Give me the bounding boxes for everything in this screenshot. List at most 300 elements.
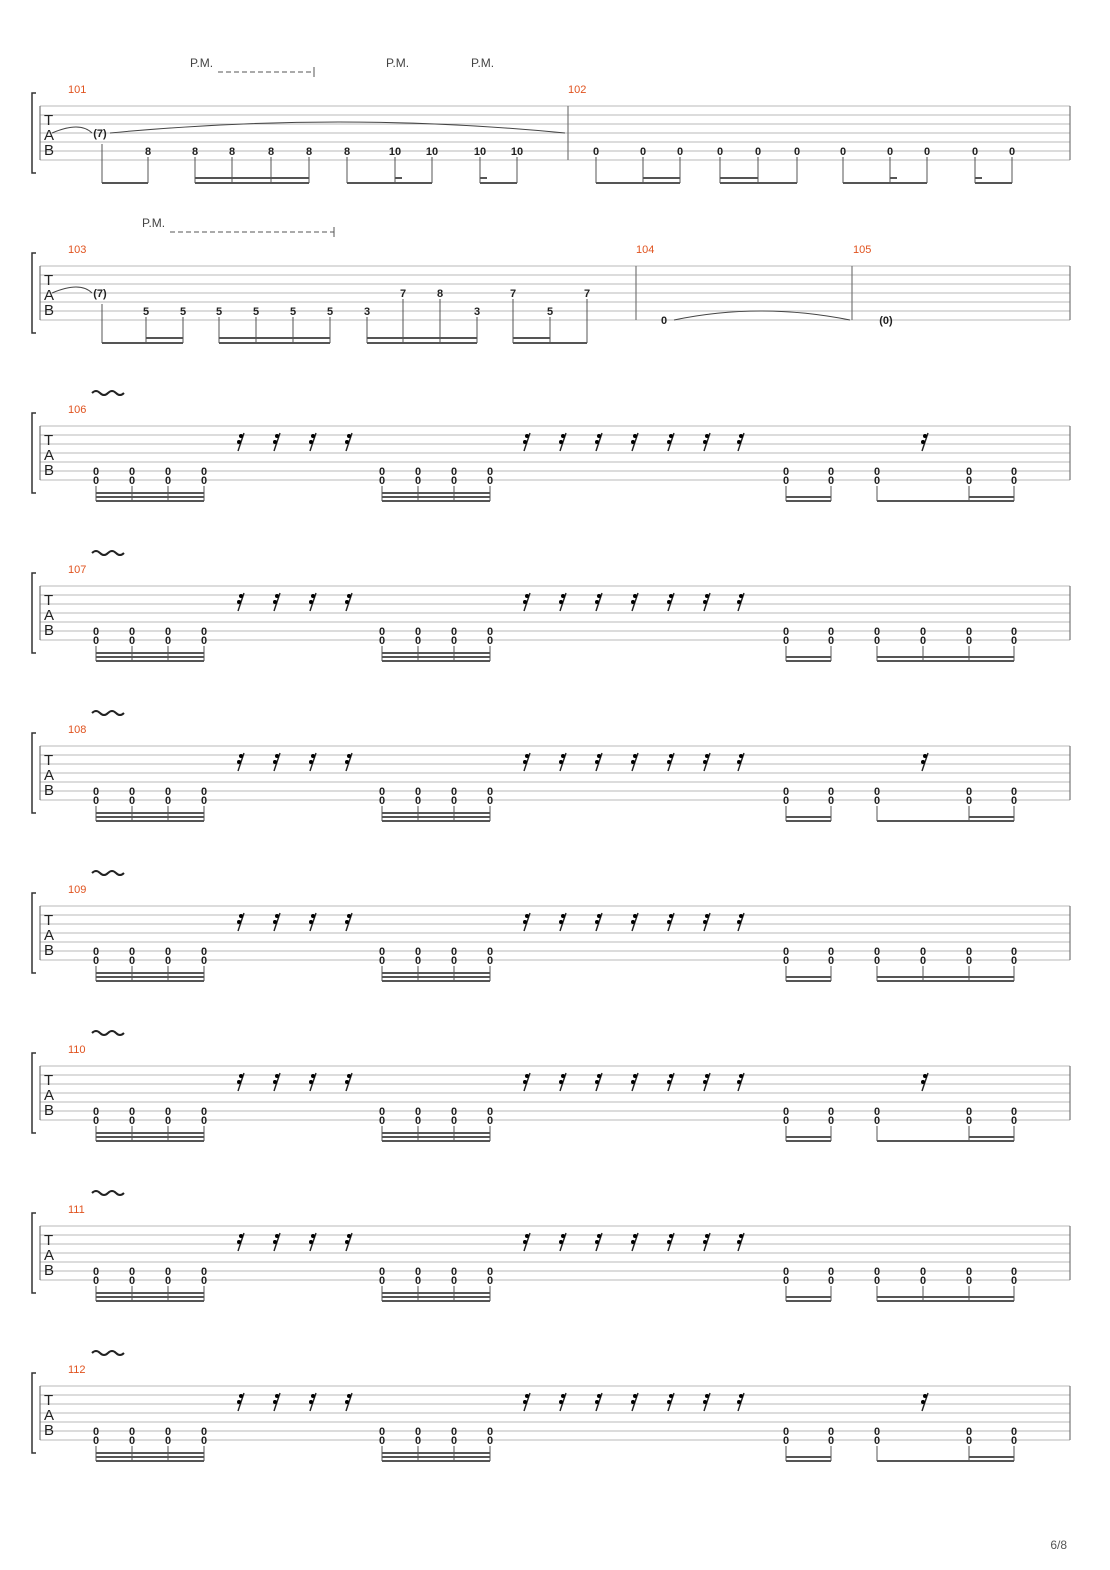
fret-number: 0: [486, 1275, 494, 1287]
fret-number: 0: [782, 1266, 790, 1278]
fret-number: 0: [450, 626, 458, 638]
rest-flag: [347, 1074, 351, 1078]
fret-number: 0: [378, 626, 386, 638]
rest-flag: [237, 1240, 241, 1244]
tab-letter-a: A: [44, 127, 55, 144]
fret-number: 0: [450, 1435, 458, 1447]
rest-flag: [525, 1234, 529, 1238]
fret-number: 0: [92, 946, 100, 958]
fret-number: 0: [486, 786, 494, 798]
fret-number: 0: [128, 955, 136, 967]
rest-flag: [273, 600, 277, 604]
rest-flag: [737, 1080, 741, 1084]
fret-number: 0: [1010, 1275, 1018, 1287]
fret-number: 0: [919, 626, 927, 638]
fret-number: 0: [164, 1266, 172, 1278]
rest-flag: [705, 1074, 709, 1078]
fret-number: 0: [414, 1426, 422, 1438]
fret-number: 0: [965, 1266, 973, 1278]
rest-flag: [595, 600, 599, 604]
fret-number: 0: [965, 1106, 973, 1118]
rest-flag: [631, 440, 635, 444]
fret-number: 0: [1010, 1266, 1018, 1278]
fret-number: 0: [92, 1426, 100, 1438]
rest-flag: [523, 440, 527, 444]
rest-flag: [631, 920, 635, 924]
system-bracket: [32, 733, 36, 813]
fret-number: 0: [414, 1106, 422, 1118]
rest-flag: [739, 1394, 743, 1398]
rest-flag: [239, 1234, 243, 1238]
fret-number: 5: [179, 306, 187, 318]
rest-flag: [559, 600, 563, 604]
fret-number: 0: [919, 1275, 927, 1287]
tab-letter-b: B: [44, 942, 55, 959]
rest-flag: [347, 1394, 351, 1398]
fret-number: 0: [486, 1435, 494, 1447]
fret-number: 0: [200, 795, 208, 807]
fret-number: 0: [965, 466, 973, 478]
fret-number: 0: [919, 1266, 927, 1278]
rest-flag: [921, 1080, 925, 1084]
vibrato-icon: [92, 551, 124, 555]
rest-flag: [309, 1080, 313, 1084]
rest-flag: [739, 754, 743, 758]
rest-flag: [923, 754, 927, 758]
vibrato-icon: [92, 391, 124, 395]
rest-flag: [631, 1400, 635, 1404]
palm-mute-label: P.M.: [142, 216, 166, 230]
tie-arc: [52, 287, 92, 293]
fret-number: 0: [414, 1435, 422, 1447]
fret-number: 0: [873, 626, 881, 638]
fret-number: 0: [200, 946, 208, 958]
rest-flag: [631, 1080, 635, 1084]
rest-flag: [239, 754, 243, 758]
rest-flag: [523, 760, 527, 764]
rest-flag: [667, 920, 671, 924]
rest-flag: [669, 594, 673, 598]
fret-number: 0: [873, 1435, 881, 1447]
fret-number: 0: [827, 635, 835, 647]
fret-number: 0: [128, 466, 136, 478]
rest-flag: [309, 440, 313, 444]
fret-number: 0: [200, 1106, 208, 1118]
fret-number: 0: [1010, 626, 1018, 638]
rest-flag: [667, 600, 671, 604]
fret-number: 0: [486, 946, 494, 958]
rest-flag: [239, 1394, 243, 1398]
fret-number: 0: [200, 955, 208, 967]
rest-flag: [275, 1234, 279, 1238]
tab-letter-a: A: [44, 287, 55, 304]
tab-letter-a: A: [44, 1087, 55, 1104]
tab-letter-t: T: [44, 1072, 54, 1089]
rest-flag: [347, 1234, 351, 1238]
fret-number: 0: [378, 795, 386, 807]
fret-number: (7): [93, 288, 107, 300]
rest-flag: [633, 754, 637, 758]
fret-number: 0: [128, 1426, 136, 1438]
rest-flag: [239, 594, 243, 598]
fret-number: 0: [128, 626, 136, 638]
rest-flag: [667, 760, 671, 764]
rest-flag: [275, 434, 279, 438]
rest-flag: [669, 1234, 673, 1238]
fret-number: 0: [1010, 466, 1018, 478]
fret-number: 0: [128, 1115, 136, 1127]
rest-flag: [739, 1234, 743, 1238]
vibrato-icon: [92, 1351, 124, 1355]
fret-number: 0: [164, 955, 172, 967]
measure-number: 103: [68, 244, 87, 256]
tab-letter-b: B: [44, 622, 55, 639]
fret-number: 0: [92, 1435, 100, 1447]
fret-number: 5: [289, 306, 297, 318]
rest-flag: [559, 1240, 563, 1244]
tab-letter-t: T: [44, 1232, 54, 1249]
fret-number: 0: [965, 1426, 973, 1438]
fret-number: 0: [414, 1266, 422, 1278]
rest-flag: [737, 440, 741, 444]
fret-number: 0: [754, 146, 762, 158]
rest-flag: [595, 1080, 599, 1084]
palm-mute-label: P.M.: [471, 56, 495, 70]
rest-flag: [345, 440, 349, 444]
vibrato-icon: [92, 871, 124, 875]
system-bracket: [32, 93, 36, 173]
fret-number: 0: [965, 955, 973, 967]
fret-number: 0: [782, 795, 790, 807]
fret-number: 0: [164, 786, 172, 798]
fret-number: 0: [164, 1106, 172, 1118]
fret-number: 0: [414, 795, 422, 807]
rest-flag: [705, 914, 709, 918]
rest-flag: [667, 1400, 671, 1404]
tab-letter-a: A: [44, 767, 55, 784]
rest-flag: [703, 600, 707, 604]
fret-number: 0: [164, 946, 172, 958]
rest-flag: [561, 914, 565, 918]
fret-number: 0: [1010, 955, 1018, 967]
rest-flag: [739, 594, 743, 598]
fret-number: 8: [228, 146, 236, 158]
rest-flag: [347, 914, 351, 918]
fret-number: 0: [164, 635, 172, 647]
rest-flag: [737, 1240, 741, 1244]
fret-number: 0: [414, 1115, 422, 1127]
rest-flag: [237, 760, 241, 764]
rest-flag: [705, 434, 709, 438]
rest-flag: [239, 434, 243, 438]
tab-letter-t: T: [44, 112, 54, 129]
rest-flag: [597, 914, 601, 918]
fret-number: 5: [142, 306, 150, 318]
fret-number: 7: [399, 288, 407, 300]
tab-letter-t: T: [44, 592, 54, 609]
system-bracket: [32, 573, 36, 653]
fret-number: 5: [326, 306, 334, 318]
fret-number: 0: [164, 1275, 172, 1287]
fret-number: 0: [827, 1275, 835, 1287]
tie-arc: [674, 311, 850, 320]
tab-letter-b: B: [44, 462, 55, 479]
fret-number: 0: [782, 475, 790, 487]
fret-number: 5: [546, 306, 554, 318]
rest-flag: [309, 600, 313, 604]
rest-flag: [737, 600, 741, 604]
fret-number: 0: [486, 466, 494, 478]
tab-letter-a: A: [44, 607, 55, 624]
fret-number: 0: [839, 146, 847, 158]
rest-flag: [273, 1400, 277, 1404]
rest-flag: [737, 760, 741, 764]
fret-number: 0: [450, 1275, 458, 1287]
fret-number: 0: [971, 146, 979, 158]
rest-flag: [561, 754, 565, 758]
fret-number: 0: [827, 786, 835, 798]
rest-flag: [597, 754, 601, 758]
fret-number: 8: [144, 146, 152, 158]
fret-number: 0: [873, 955, 881, 967]
measure-number: 110: [68, 1044, 86, 1056]
fret-number: (7): [93, 128, 107, 140]
fret-number: 0: [128, 475, 136, 487]
fret-number: 0: [414, 1275, 422, 1287]
rest-flag: [237, 1400, 241, 1404]
vibrato-icon: [92, 1191, 124, 1195]
fret-number: 0: [164, 1435, 172, 1447]
fret-number: 0: [92, 635, 100, 647]
rest-flag: [273, 1080, 277, 1084]
fret-number: 0: [92, 626, 100, 638]
rest-flag: [345, 1240, 349, 1244]
fret-number: 0: [827, 946, 835, 958]
measure-number: 105: [853, 244, 872, 256]
rest-flag: [595, 440, 599, 444]
fret-number: 0: [965, 786, 973, 798]
palm-mute-label: P.M.: [386, 56, 410, 70]
rest-flag: [311, 1234, 315, 1238]
fret-number: 0: [414, 466, 422, 478]
fret-number: 0: [965, 475, 973, 487]
fret-number: 0: [450, 946, 458, 958]
tab-letter-a: A: [44, 1407, 55, 1424]
fret-number: 0: [827, 1106, 835, 1118]
fret-number: 0: [873, 1115, 881, 1127]
fret-number: 0: [873, 1266, 881, 1278]
tab-letter-t: T: [44, 1392, 54, 1409]
fret-number: 0: [378, 786, 386, 798]
rest-flag: [311, 594, 315, 598]
rest-flag: [595, 760, 599, 764]
tab-letter-t: T: [44, 912, 54, 929]
tab-letter-t: T: [44, 272, 54, 289]
rest-flag: [275, 754, 279, 758]
fret-number: 0: [486, 475, 494, 487]
rest-flag: [309, 1240, 313, 1244]
rest-flag: [633, 594, 637, 598]
fret-number: 0: [414, 955, 422, 967]
fret-number: 0: [486, 626, 494, 638]
rest-flag: [595, 1400, 599, 1404]
fret-number: 0: [965, 795, 973, 807]
system-bracket: [32, 413, 36, 493]
fret-number: 0: [450, 955, 458, 967]
fret-number: 0: [639, 146, 647, 158]
fret-number: 0: [965, 1115, 973, 1127]
rest-flag: [525, 1394, 529, 1398]
rest-flag: [633, 1234, 637, 1238]
fret-number: 0: [873, 1426, 881, 1438]
tab-letter-b: B: [44, 782, 55, 799]
fret-number: 0: [414, 635, 422, 647]
tab-letter-b: B: [44, 302, 55, 319]
fret-number: 0: [92, 1115, 100, 1127]
rest-flag: [561, 1394, 565, 1398]
fret-number: 0: [1010, 475, 1018, 487]
fret-number: 0: [1010, 1106, 1018, 1118]
rest-flag: [597, 1074, 601, 1078]
fret-number: 0: [450, 1266, 458, 1278]
fret-number: 0: [782, 1275, 790, 1287]
fret-number: 0: [782, 786, 790, 798]
fret-number: 0: [782, 626, 790, 638]
rest-flag: [923, 1074, 927, 1078]
rest-flag: [273, 440, 277, 444]
rest-flag: [309, 1400, 313, 1404]
fret-number: 0: [92, 466, 100, 478]
fret-number: 0: [378, 1115, 386, 1127]
measure-number: 106: [68, 404, 87, 416]
rest-flag: [705, 594, 709, 598]
fret-number: 0: [965, 635, 973, 647]
fret-number: 5: [252, 306, 260, 318]
fret-number: 0: [128, 1106, 136, 1118]
fret-number: 10: [473, 146, 487, 158]
rest-flag: [239, 914, 243, 918]
rest-flag: [703, 440, 707, 444]
rest-flag: [559, 440, 563, 444]
rest-flag: [237, 600, 241, 604]
tie-arc: [52, 127, 92, 133]
rest-flag: [237, 1080, 241, 1084]
fret-number: 0: [873, 946, 881, 958]
fret-number: 0: [378, 466, 386, 478]
fret-number: 0: [716, 146, 724, 158]
rest-flag: [739, 1074, 743, 1078]
fret-number: (0): [879, 315, 893, 327]
rest-flag: [559, 760, 563, 764]
fret-number: 7: [583, 288, 591, 300]
tab-letter-b: B: [44, 142, 55, 159]
fret-number: 0: [200, 1435, 208, 1447]
fret-number: 0: [873, 1275, 881, 1287]
fret-number: 0: [200, 475, 208, 487]
fret-number: 0: [873, 635, 881, 647]
fret-number: 0: [414, 786, 422, 798]
fret-number: 0: [92, 786, 100, 798]
rest-flag: [525, 1074, 529, 1078]
fret-number: 0: [965, 946, 973, 958]
fret-number: 0: [414, 626, 422, 638]
rest-flag: [275, 1074, 279, 1078]
rest-flag: [345, 920, 349, 924]
system-bracket: [32, 1373, 36, 1453]
fret-number: 0: [200, 635, 208, 647]
rest-flag: [703, 1400, 707, 1404]
rest-flag: [705, 1394, 709, 1398]
fret-number: 0: [414, 946, 422, 958]
fret-number: 0: [1010, 1435, 1018, 1447]
system-bracket: [32, 1213, 36, 1293]
fret-number: 0: [128, 946, 136, 958]
fret-number: 0: [1010, 786, 1018, 798]
rest-flag: [523, 1400, 527, 1404]
vibrato-icon: [92, 1031, 124, 1035]
rest-flag: [737, 920, 741, 924]
fret-number: 8: [436, 288, 444, 300]
rest-flag: [275, 594, 279, 598]
rest-flag: [525, 434, 529, 438]
fret-number: 0: [200, 1266, 208, 1278]
system-bracket: [32, 1053, 36, 1133]
fret-number: 0: [1008, 146, 1016, 158]
rest-flag: [525, 754, 529, 758]
fret-number: 3: [363, 306, 371, 318]
fret-number: 0: [92, 475, 100, 487]
rest-flag: [275, 914, 279, 918]
rest-flag: [631, 760, 635, 764]
fret-number: 0: [793, 146, 801, 158]
page-number: 6/8: [1050, 1538, 1067, 1552]
fret-number: 0: [128, 795, 136, 807]
rest-flag: [273, 760, 277, 764]
fret-number: 0: [919, 955, 927, 967]
fret-number: 0: [782, 1115, 790, 1127]
fret-number: 0: [378, 1266, 386, 1278]
fret-number: 0: [378, 1435, 386, 1447]
rest-flag: [523, 1080, 527, 1084]
fret-number: 0: [164, 475, 172, 487]
rest-flag: [347, 594, 351, 598]
fret-number: 0: [923, 146, 931, 158]
rest-flag: [559, 1080, 563, 1084]
rest-flag: [345, 1400, 349, 1404]
fret-number: 0: [486, 955, 494, 967]
rest-flag: [561, 594, 565, 598]
measure-number: 107: [68, 564, 87, 576]
rest-flag: [273, 920, 277, 924]
rest-flag: [667, 440, 671, 444]
fret-number: 0: [486, 1115, 494, 1127]
rest-flag: [345, 760, 349, 764]
fret-number: 8: [305, 146, 313, 158]
fret-number: 0: [965, 626, 973, 638]
rest-flag: [561, 1074, 565, 1078]
fret-number: 0: [92, 1106, 100, 1118]
rest-flag: [597, 434, 601, 438]
fret-number: 0: [450, 466, 458, 478]
fret-number: 0: [827, 955, 835, 967]
fret-number: 0: [378, 1275, 386, 1287]
rest-flag: [345, 1080, 349, 1084]
rest-flag: [703, 760, 707, 764]
fret-number: 0: [827, 1266, 835, 1278]
fret-number: 3: [473, 306, 481, 318]
fret-number: 0: [378, 635, 386, 647]
palm-mute-label: P.M.: [190, 56, 214, 70]
